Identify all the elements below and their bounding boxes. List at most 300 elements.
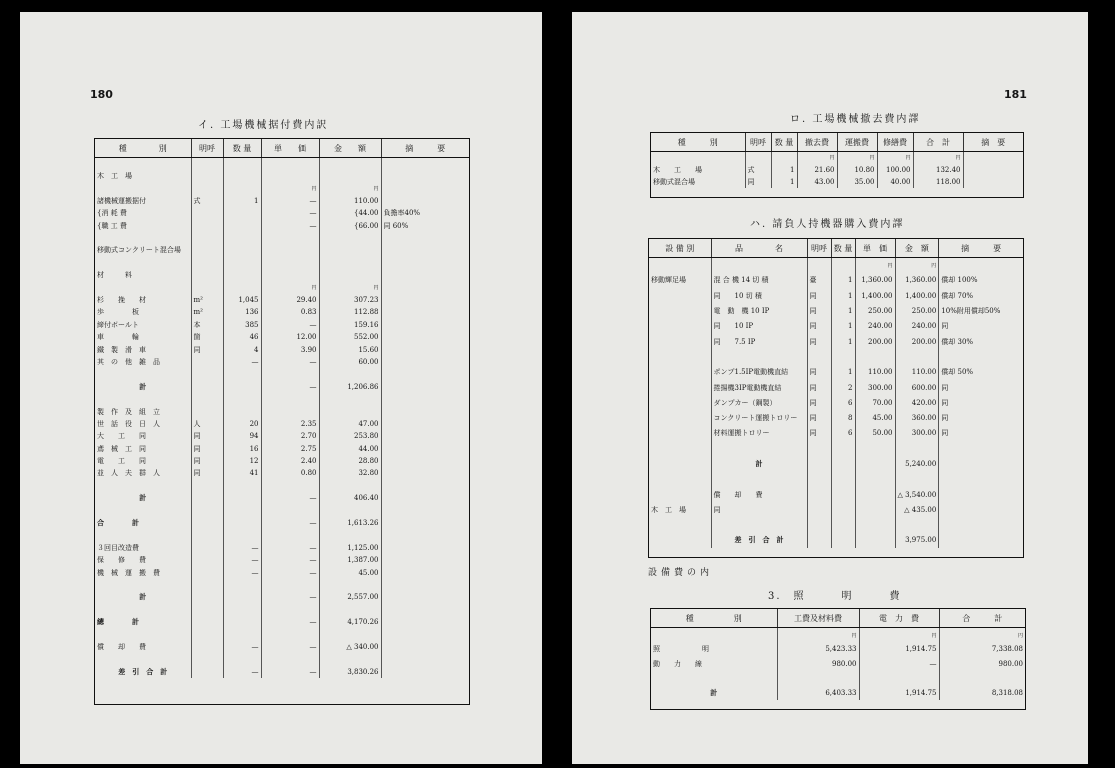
table-cell <box>651 628 777 643</box>
table-row <box>95 319 469 331</box>
table-cell <box>381 281 469 293</box>
column-header: 数 量 <box>771 133 797 152</box>
table-cell <box>191 492 223 504</box>
table-lighting <box>651 609 1025 700</box>
table-cell: 照 明 <box>653 645 709 654</box>
table-cell <box>191 405 223 417</box>
table-cell: 32.80 <box>319 467 381 479</box>
table-cell: 同 <box>191 442 223 454</box>
table-cell: 1 <box>831 303 855 318</box>
table-row <box>95 294 469 306</box>
table-row <box>95 207 469 219</box>
table-cell: 110.00 <box>895 365 939 380</box>
table-cell: 材料運搬トロリー <box>711 426 807 441</box>
table-cell: △ 435.00 <box>895 502 939 517</box>
table-cell <box>319 244 381 256</box>
table-cell: {66.00 <box>319 219 381 231</box>
table-cell <box>95 504 191 516</box>
table-cell: 41 <box>223 467 261 479</box>
table-row <box>95 269 469 281</box>
table-cell: {職 工 費 <box>97 221 127 230</box>
lighting-cost-table <box>650 608 1026 710</box>
table-cell: 材 料 <box>97 271 132 280</box>
table-row <box>95 405 469 417</box>
table-cell <box>319 504 381 516</box>
table-cell <box>939 502 1023 517</box>
table-row <box>649 303 1023 318</box>
table-row <box>95 158 469 170</box>
table-cell: 計 <box>139 493 147 503</box>
table-cell <box>381 455 469 467</box>
table-cell <box>381 666 469 678</box>
table-cell: — <box>261 207 319 219</box>
table-cell <box>223 653 261 665</box>
table-cell <box>649 349 711 364</box>
table-cell: 200.00 <box>895 334 939 349</box>
table-cell <box>651 152 745 164</box>
table-cell: 同 <box>191 467 223 479</box>
table-cell <box>649 426 711 441</box>
table-cell: — <box>261 542 319 554</box>
table-cell <box>855 518 895 533</box>
table-cell: 總 計 <box>97 617 139 627</box>
table-cell <box>381 294 469 306</box>
table-cell <box>191 356 223 368</box>
table-title-ha: ハ. 請負人持機器購入費内譯 <box>750 219 905 230</box>
table-cell <box>831 533 855 548</box>
table-cell: 385 <box>223 319 261 331</box>
table-cell: 本 <box>191 319 223 331</box>
table-cell: 60.00 <box>319 356 381 368</box>
table-cell: 鐵 製 滑 車 <box>97 345 146 354</box>
table-title-i: イ. 工場機械据付費内訳 <box>198 120 329 131</box>
table-cell: 合 計 <box>97 518 139 528</box>
table-cell <box>223 517 261 529</box>
table-cell <box>191 504 223 516</box>
table-cell <box>381 616 469 628</box>
table-row <box>95 554 469 566</box>
column-header: 合 計 <box>939 609 1025 628</box>
table-cell: 円 <box>319 182 381 194</box>
table-cell: 240.00 <box>855 319 895 334</box>
table-row <box>95 381 469 393</box>
table-cell: 償却 70% <box>939 288 1023 303</box>
table-cell <box>223 207 261 219</box>
table-cell <box>381 170 469 182</box>
table-cell <box>807 456 831 471</box>
table-cell <box>771 152 797 164</box>
table-cell: 10%附用償却50% <box>939 303 1023 318</box>
column-header: 単 価 <box>855 239 895 258</box>
table-cell: 同 <box>807 334 831 349</box>
table-cell <box>649 487 711 502</box>
table-cell: 8 <box>831 410 855 425</box>
table-cell <box>381 480 469 492</box>
machinery-removal-table <box>650 132 1024 198</box>
right-page <box>572 12 1088 764</box>
table-cell <box>381 368 469 380</box>
table-cell <box>807 441 831 456</box>
table-cell: {44.00 <box>319 207 381 219</box>
table-cell <box>319 579 381 591</box>
table-cell: 94 <box>223 430 261 442</box>
table-cell <box>831 502 855 517</box>
table-cell <box>261 232 319 244</box>
table-cell <box>223 381 261 393</box>
table-cell: 同 7.5 IP <box>711 334 807 349</box>
table-cell <box>95 628 191 640</box>
table-cell: 50.00 <box>855 426 895 441</box>
column-header: 種 別 <box>651 609 777 628</box>
column-header: 明呼 <box>745 133 771 152</box>
table-row <box>95 628 469 640</box>
machinery-installation-table <box>94 138 470 705</box>
table-cell <box>381 418 469 430</box>
table-cell: 1 <box>771 176 797 188</box>
table-cell <box>831 456 855 471</box>
table-cell <box>319 628 381 640</box>
table-cell: 差 引 合 計 <box>118 666 168 676</box>
table-cell <box>223 480 261 492</box>
table-cell <box>319 604 381 616</box>
table-cell: 1,914.75 <box>859 686 939 701</box>
table-cell: 円 <box>895 258 939 273</box>
table-cell: 同 <box>807 365 831 380</box>
table-cell <box>381 579 469 591</box>
table-cell: 木 工 場 <box>653 165 702 174</box>
table-row <box>95 504 469 516</box>
table-row <box>649 319 1023 334</box>
table-cell <box>223 368 261 380</box>
table-row <box>95 393 469 405</box>
table-cell <box>95 480 191 492</box>
table-cell <box>381 393 469 405</box>
table-cell <box>223 604 261 616</box>
table-cell <box>381 504 469 516</box>
table-cell <box>223 529 261 541</box>
table-cell <box>261 405 319 417</box>
table-cell: 70.00 <box>855 395 895 410</box>
table-cell: 同 <box>807 303 831 318</box>
table-row <box>95 232 469 244</box>
table-cell <box>831 258 855 273</box>
table-title-lighting: 3. 照 明 費 <box>768 591 902 602</box>
table-cell <box>649 533 711 548</box>
table-cell <box>261 269 319 281</box>
table-cell: — <box>261 195 319 207</box>
table-cell <box>319 393 381 405</box>
table-cell: 締付ボールト <box>97 320 139 329</box>
table-row <box>651 657 1025 672</box>
table-cell: 600.00 <box>895 380 939 395</box>
table-row <box>95 641 469 653</box>
table-cell <box>261 628 319 640</box>
table-cell: 1,914.75 <box>859 642 939 657</box>
table-cell: 円 <box>319 281 381 293</box>
table-cell <box>381 492 469 504</box>
table-cell: 移動式コンクリート混合場 <box>97 246 181 255</box>
table-cell: 12.00 <box>261 331 319 343</box>
table-row <box>651 686 1025 701</box>
table-cell: 償却 30% <box>939 334 1023 349</box>
table-cell <box>319 269 381 281</box>
table-cell: 1,125.00 <box>319 542 381 554</box>
table-cell <box>191 244 223 256</box>
table-cell <box>831 472 855 487</box>
table-cell: 2 <box>831 380 855 395</box>
table-cell <box>381 542 469 554</box>
table-cell: 360.00 <box>895 410 939 425</box>
table-row <box>95 455 469 467</box>
table-cell <box>261 257 319 269</box>
table-title-ro: ロ. 工場機械撤去費内譯 <box>790 114 921 125</box>
table-cell <box>223 269 261 281</box>
table-cell: 0.83 <box>261 306 319 318</box>
table-row <box>95 430 469 442</box>
table-cell <box>381 467 469 479</box>
table-cell: 計 <box>139 381 147 391</box>
column-header: 設 備 別 <box>649 239 711 258</box>
table-cell <box>261 604 319 616</box>
table-cell: 円 <box>261 281 319 293</box>
table-row <box>649 456 1023 471</box>
table-cell: — <box>261 616 319 628</box>
table-cell <box>223 393 261 405</box>
table-cell <box>191 170 223 182</box>
table-cell <box>855 349 895 364</box>
table-cell: — <box>223 542 261 554</box>
table-cell: — <box>261 319 319 331</box>
table-cell <box>939 487 1023 502</box>
table-row <box>95 442 469 454</box>
table-cell: 2.75 <box>261 442 319 454</box>
table-cell: 980.00 <box>939 657 1025 672</box>
table-row <box>95 306 469 318</box>
table-cell <box>807 502 831 517</box>
table-cell <box>711 472 807 487</box>
table-cell <box>319 529 381 541</box>
page-number-left: 180 <box>90 88 113 101</box>
table-cell <box>895 349 939 364</box>
table-cell: 35.00 <box>837 176 877 188</box>
table-cell <box>711 349 807 364</box>
table-cell <box>939 671 1025 686</box>
table-cell: 40.00 <box>877 176 913 188</box>
table-cell: 2,557.00 <box>319 591 381 603</box>
table-cell <box>95 604 191 616</box>
column-header: 明呼 <box>191 139 223 158</box>
table-cell: 同 <box>807 288 831 303</box>
table-cell: 同 10 切 積 <box>711 288 807 303</box>
table-cell <box>649 319 711 334</box>
table-cell <box>855 502 895 517</box>
table-cell: 3,975.00 <box>895 533 939 548</box>
table-cell: 5,240.00 <box>895 456 939 471</box>
table-cell <box>381 269 469 281</box>
column-header: 種 別 <box>95 139 191 158</box>
table-cell <box>261 579 319 591</box>
table-cell <box>191 666 223 678</box>
table-cell: 8,318.08 <box>939 686 1025 701</box>
table-cell <box>381 232 469 244</box>
table-row <box>649 258 1023 273</box>
contractor-equipment-table <box>648 238 1024 558</box>
table-cell: — <box>261 492 319 504</box>
table-cell <box>191 269 223 281</box>
table-cell: 112.88 <box>319 306 381 318</box>
table-cell: — <box>261 356 319 368</box>
table-cell: 21.60 <box>797 164 837 176</box>
table-cell <box>649 518 711 533</box>
table-cell: 1,613.26 <box>319 517 381 529</box>
table-cell: m² <box>191 294 223 306</box>
table-cell <box>95 653 191 665</box>
table-cell: 製 作 及 組 立 <box>97 407 160 416</box>
table-cell: 人 <box>191 418 223 430</box>
table-cell: 杉 挽 材 <box>97 295 146 304</box>
table-cell: 44.00 <box>319 442 381 454</box>
table-cell <box>261 480 319 492</box>
table-row <box>95 666 469 678</box>
table-cell <box>319 170 381 182</box>
table-cell: — <box>261 566 319 578</box>
table-cell: 4 <box>223 343 261 355</box>
table-row <box>95 492 469 504</box>
table-cell <box>191 480 223 492</box>
table-cell: 混 合 機 14 切 積 <box>711 273 807 288</box>
table-cell <box>319 257 381 269</box>
table-cell <box>191 381 223 393</box>
table-cell: 1 <box>771 164 797 176</box>
table-cell: 臺 <box>807 273 831 288</box>
table-row <box>95 542 469 554</box>
table-row <box>95 219 469 231</box>
table-cell: 大 工 同 <box>97 432 146 441</box>
table-cell: 並 人 夫 群 人 <box>97 469 160 478</box>
column-header: 数 量 <box>223 139 261 158</box>
table-cell <box>381 244 469 256</box>
table-cell <box>95 182 191 194</box>
table-cell <box>381 319 469 331</box>
table-row <box>649 441 1023 456</box>
table-cell <box>95 158 191 170</box>
table-cell <box>223 405 261 417</box>
table-cell: 100.00 <box>877 164 913 176</box>
table-cell: 同 <box>939 426 1023 441</box>
table-cell <box>95 393 191 405</box>
table-cell: m² <box>191 306 223 318</box>
table-cell <box>381 653 469 665</box>
table-cell: 動 力 線 <box>653 659 702 668</box>
table-cell: 計 <box>711 456 807 471</box>
table-cell: 諸機械運搬据付 <box>97 196 146 205</box>
table-row <box>95 195 469 207</box>
table-cell: — <box>261 554 319 566</box>
table-row <box>95 579 469 591</box>
table-cell: 7,338.08 <box>939 642 1025 657</box>
table-cell <box>855 456 895 471</box>
table-row <box>95 182 469 194</box>
table-cell: — <box>223 566 261 578</box>
table-cell <box>939 441 1023 456</box>
table-cell: コンクリート運搬トロリー <box>711 410 807 425</box>
table-cell: 保 修 費 <box>97 556 146 565</box>
table-cell <box>191 591 223 603</box>
table-cell <box>191 628 223 640</box>
table-cell <box>381 641 469 653</box>
column-header: 品 名 <box>711 239 807 258</box>
table-cell <box>859 671 939 686</box>
table-cell: 車 輪 <box>97 333 139 342</box>
table-cell <box>191 158 223 170</box>
table-cell: 1,400.00 <box>895 288 939 303</box>
table-row <box>651 176 1023 188</box>
table-cell <box>381 381 469 393</box>
table-cell <box>831 518 855 533</box>
table-cell: 捲揚機3IP電動機直結 <box>711 380 807 395</box>
table-cell: ダンプカー（鋼製） <box>711 395 807 410</box>
table-cell: 0.80 <box>261 467 319 479</box>
table-cell <box>191 554 223 566</box>
table-cell <box>777 671 859 686</box>
table-cell: 円 <box>261 182 319 194</box>
table-cell: 420.00 <box>895 395 939 410</box>
table-cell <box>939 518 1023 533</box>
table-cell: 同 <box>939 319 1023 334</box>
table-cell: 償 却 費 <box>711 487 807 502</box>
table-cell <box>191 207 223 219</box>
table-cell <box>223 219 261 231</box>
table-cell: 132.40 <box>913 164 963 176</box>
table-cell: △ 3,540.00 <box>895 487 939 502</box>
table-cell <box>223 257 261 269</box>
table-cell <box>831 349 855 364</box>
table-cell <box>261 244 319 256</box>
table-cell <box>381 306 469 318</box>
table-row <box>649 395 1023 410</box>
table-cell: 同 <box>191 455 223 467</box>
table-cell: 2.35 <box>261 418 319 430</box>
table-cell: 29.40 <box>261 294 319 306</box>
table-row <box>649 349 1023 364</box>
table-row <box>649 380 1023 395</box>
table-cell <box>963 176 1023 188</box>
table-cell <box>223 244 261 256</box>
table-row <box>95 257 469 269</box>
table-cell <box>939 349 1023 364</box>
table-cell <box>95 281 191 293</box>
table-cell: 110.00 <box>319 195 381 207</box>
table-cell: △ 340.00 <box>319 641 381 653</box>
table-cell <box>649 456 711 471</box>
table-cell <box>381 442 469 454</box>
table-cell <box>381 343 469 355</box>
table-row <box>95 480 469 492</box>
table-cell: 円 <box>855 258 895 273</box>
table-cell <box>191 393 223 405</box>
table-cell <box>381 430 469 442</box>
column-header: 摘 要 <box>963 133 1023 152</box>
table-cell <box>319 158 381 170</box>
table-cell <box>261 504 319 516</box>
table-cell: 43.00 <box>797 176 837 188</box>
table-cell: 45.00 <box>855 410 895 425</box>
table-cell <box>711 258 807 273</box>
table-cell: 4,170.26 <box>319 616 381 628</box>
table-cell: 1 <box>831 365 855 380</box>
table-cell <box>381 195 469 207</box>
table-cell: 110.00 <box>855 365 895 380</box>
